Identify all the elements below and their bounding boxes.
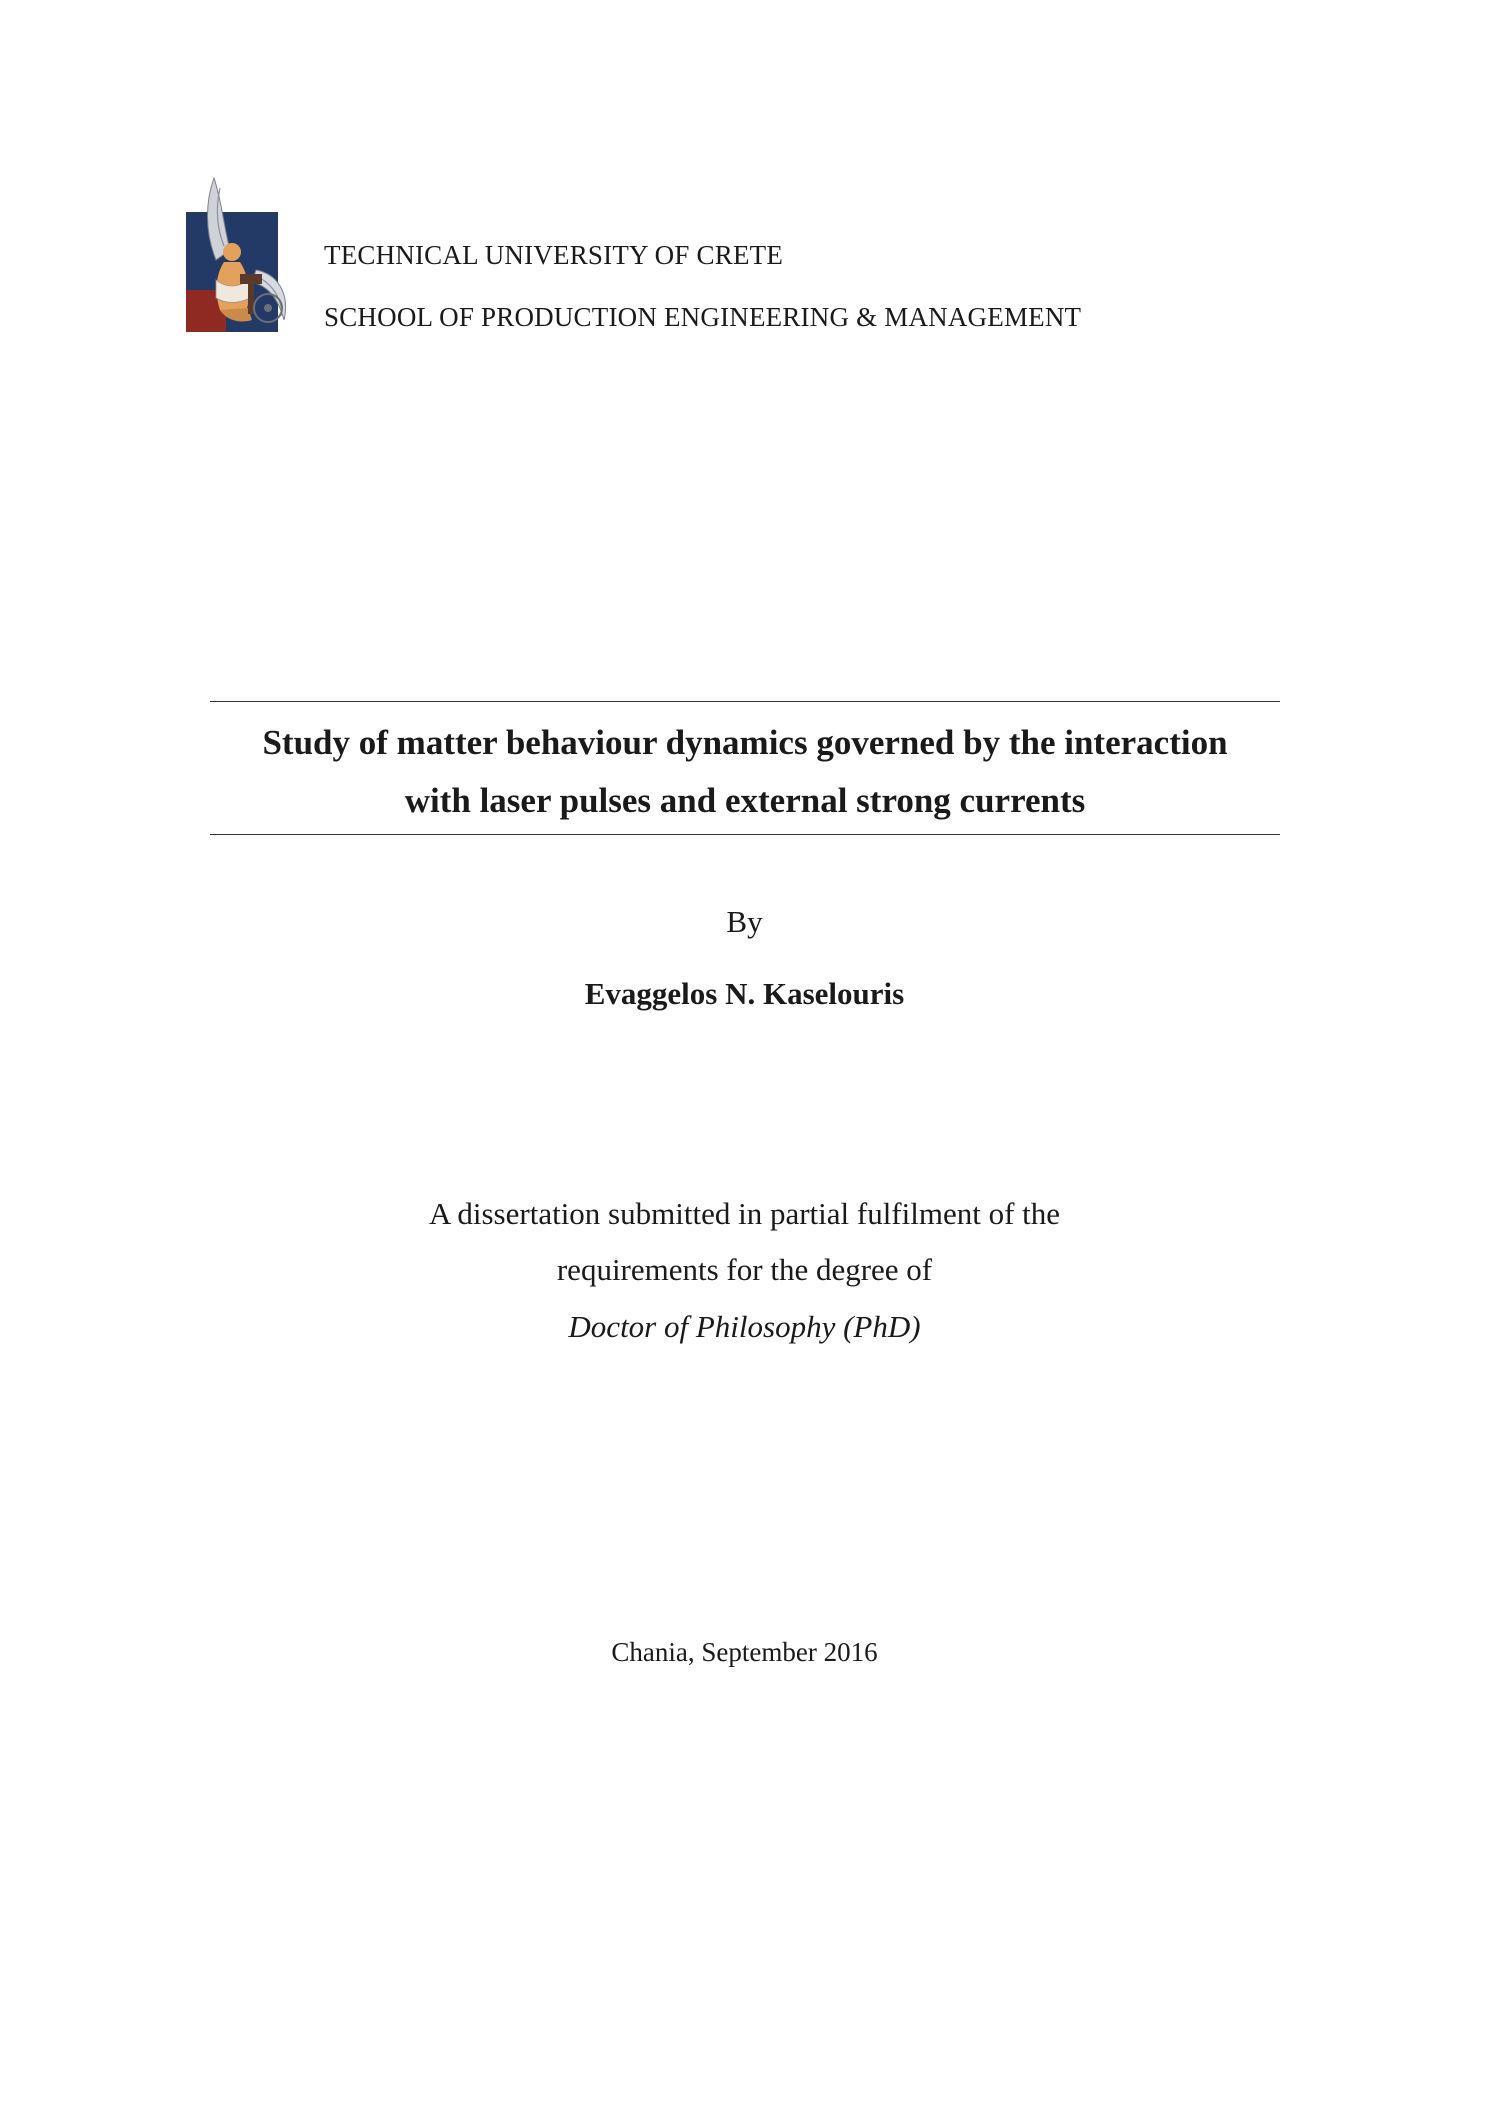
title-top-rule: [210, 701, 1280, 702]
place-and-date: Chania, September 2016: [611, 1637, 878, 1667]
title-bottom-rule: [210, 834, 1280, 835]
thesis-title: [180, 714, 1310, 830]
thesis-title-line-1: Study of matter behaviour dynamics governed by the interaction: [262, 723, 1228, 762]
dissertation-statement-line-2: requirements for the degree of: [556, 1252, 933, 1287]
degree-name: Doctor of Philosophy (PhD): [568, 1309, 921, 1344]
university-crest-icon: [186, 170, 290, 334]
author-name: Evaggelos N. Kaselouris: [584, 976, 905, 1011]
university-name: TECHNICAL UNIVERSITY OF CRETE: [324, 240, 784, 270]
school-name: SCHOOL OF PRODUCTION ENGINEERING & MANAGEMENT: [324, 302, 1082, 332]
by-label: By: [726, 904, 763, 939]
dissertation-statement-line-1: A dissertation submitted in partial fulfilment of the: [428, 1196, 1061, 1231]
thesis-title-line-2: with laser pulses and external strong currents: [404, 781, 1086, 820]
